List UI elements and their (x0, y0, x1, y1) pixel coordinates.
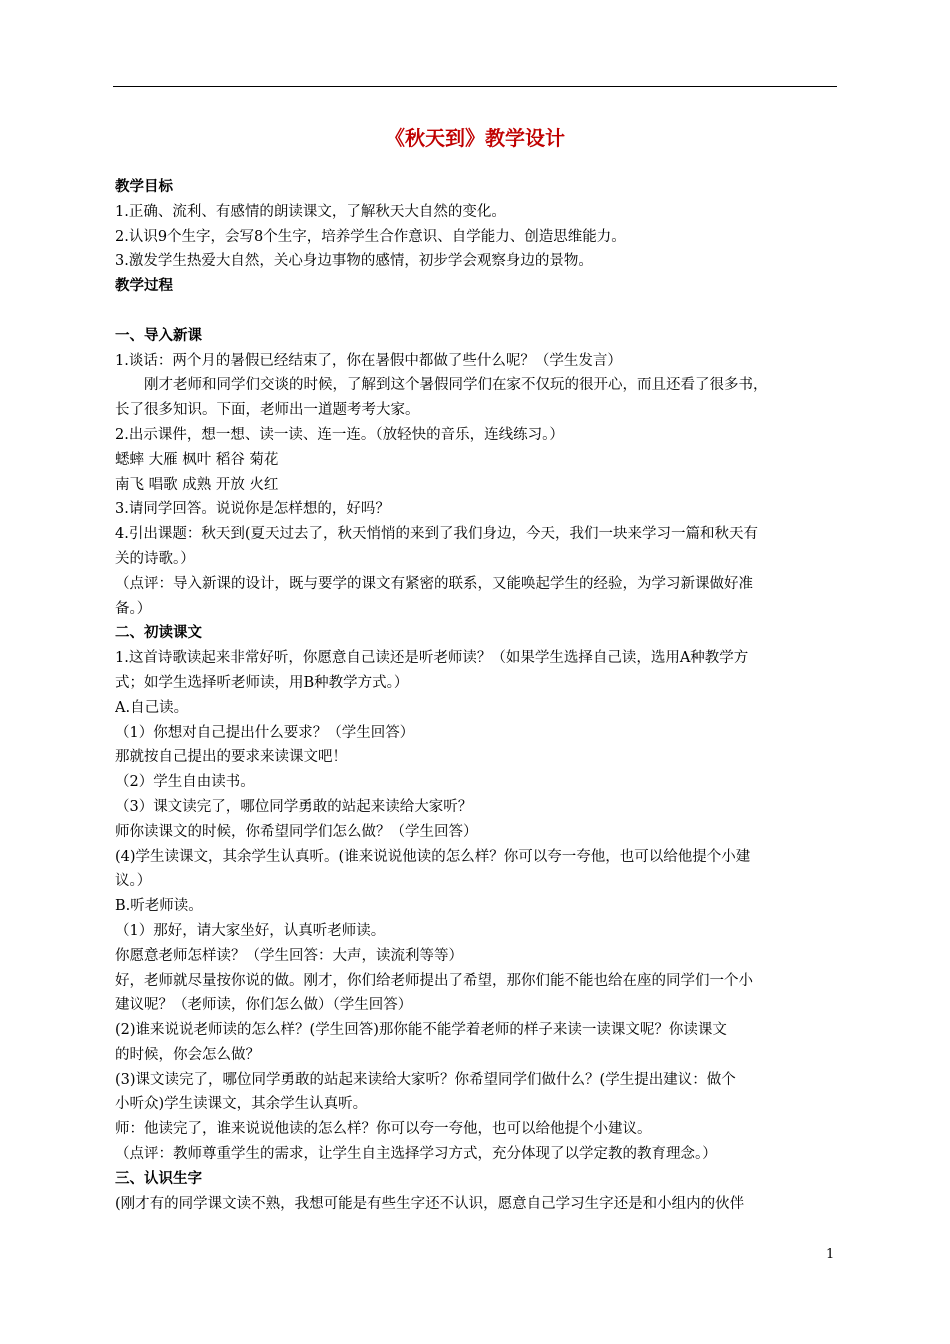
paragraph-line: （点评：教师尊重学生的需求，让学生自主选择学习方式，充分体现了以学定教的教育理念。） (115, 1146, 717, 1163)
paragraph-line: (2)谁来说说老师读的怎么样？(学生回答)那你能不能学着老师的样子来读一读课文呢？你读课文 (115, 1022, 727, 1039)
paragraph-line: 的时候，你会怎么做？ (115, 1046, 260, 1063)
paragraph-line: (4)学生读课文，其余学生认真听。(谁来说说他读的怎么样？你可以夸一夸他，也可以给他提个小建 (115, 848, 751, 865)
paragraph-line: （点评：导入新课的设计，既与要学的课文有紧密的联系，又能唤起学生的经验，为学习新课做好准 (115, 575, 753, 592)
paragraph-line: 小听众)学生读课文，其余学生认真听。 (115, 1096, 368, 1113)
paragraph-line: 蟋蟀 大雁 枫叶 稻谷 菊花 (115, 451, 279, 468)
document-title: 《秋天到》教学设计 (385, 126, 565, 150)
paragraph-line: 关的诗歌。） (115, 550, 195, 567)
paragraph-line: 1.正确、流利、有感情的朗读课文，了解秋天大自然的变化。 (115, 203, 506, 220)
paragraph-line: (3)课文读完了，哪位同学勇敢的站起来读给大家听？你希望同学们做什么？(学生提出建议：做个 (115, 1071, 736, 1088)
section-heading: 教学过程 (115, 277, 173, 295)
paragraph-line: 备。） (115, 600, 152, 617)
paragraph-line: （1）那好，请大家坐好，认真听老师读。 (115, 922, 386, 939)
paragraph-line: 议。） (115, 873, 152, 890)
section-heading: 教学目标 (115, 178, 173, 195)
paragraph-line: 好，老师就尽量按你说的做。刚才，你们给老师提出了希望，那你们能不能也给在座的同学们一个小 (115, 972, 753, 989)
paragraph-line: A.自己读。 (115, 699, 189, 716)
paragraph-line: 3.请同学回答。说说你是怎样想的，好吗？ (115, 501, 390, 518)
paragraph-line: 4.引出课题：秋天到(夏天过去了，秋天悄悄的来到了我们身边，今天，我们一块来学习一篇和秋天有 (115, 526, 758, 543)
paragraph-line: 师你读课文的时候，你希望同学们怎么做？（学生回答） (115, 823, 478, 840)
section-heading: 一、导入新课 (115, 326, 202, 344)
paragraph-line: 式；如学生选择听老师读，用B种教学方式。） (115, 674, 409, 691)
paragraph-line: 刚才老师和同学们交谈的时候，了解到这个暑假同学们在家不仅玩的很开心，而且还看了很多书， (144, 377, 768, 394)
paragraph-line: (刚才有的同学课文读不熟，我想可能是有些生字还不认识，愿意自己学习生字还是和小组内的伙伴 (115, 1195, 745, 1212)
paragraph-line: 建议呢？（老师读，你们怎么做）（学生回答） (115, 997, 413, 1014)
page-number: 1 (826, 1247, 835, 1262)
blank-line (115, 299, 837, 324)
paragraph-line: （1）你想对自己提出什么要求？（学生回答） (115, 724, 415, 741)
section-heading: 三、认识生字 (115, 1169, 202, 1187)
paragraph-line: 2.认识9个生字，会写8个生字，培养学生合作意识、自学能力、创造思维能力。 (115, 228, 626, 245)
document-body (115, 175, 837, 1216)
paragraph-line: 长了很多知识。下面，老师出一道题考考大家。 (115, 402, 420, 419)
paragraph-line: 南飞 唱歌 成熟 开放 火红 (115, 476, 279, 493)
paragraph-line: 你愿意老师怎样读？（学生回答：大声，读流利等等） (115, 947, 463, 964)
paragraph-line: （3）课文读完了，哪位同学勇敢的站起来读给大家听？ (115, 798, 473, 815)
paragraph-line: B.听老师读。 (115, 898, 203, 915)
header-rule (113, 86, 837, 87)
paragraph-line: 1.谈话：两个月的暑假已经结束了，你在暑假中都做了些什么呢？（学生发言） (115, 352, 622, 369)
paragraph-line: 1.这首诗歌读起来非常好听，你愿意自己读还是听老师读？（如果学生选择自己读，选用A种教学方 (115, 650, 749, 667)
paragraph-line: 2.出示课件，想一想、读一读、连一连。（放轻快的音乐，连线练习。） (115, 426, 564, 443)
section-heading: 二、初读课文 (115, 624, 202, 642)
paragraph-line: （2）学生自由读书。 (115, 774, 255, 791)
paragraph-line: 那就按自己提出的要求来读课文吧！ (115, 749, 347, 766)
paragraph-line: 师：他读完了，谁来说说他读的怎么样？你可以夸一夸他，也可以给他提个小建议。 (115, 1121, 652, 1138)
paragraph-line: 3.激发学生热爱大自然，关心身边事物的感情，初步学会观察身边的景物。 (115, 253, 593, 270)
